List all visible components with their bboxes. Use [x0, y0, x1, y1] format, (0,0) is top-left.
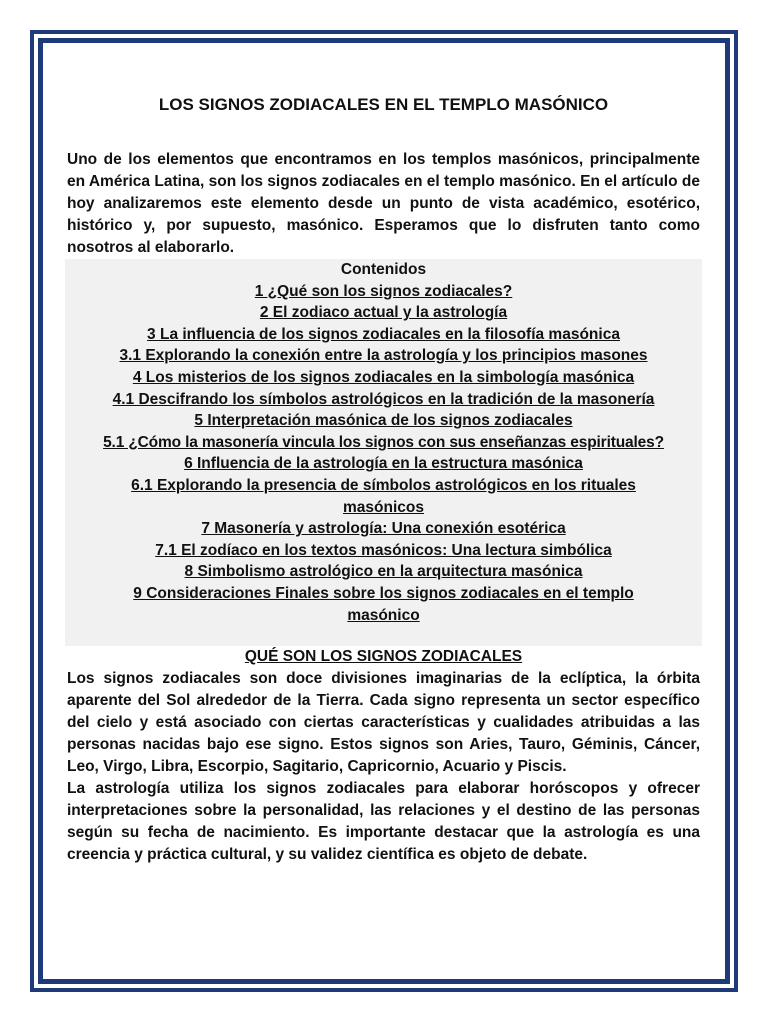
- toc-link-5[interactable]: 5 Interpretación masónica de los signos zodiacales: [194, 412, 573, 430]
- toc-spacer: [67, 626, 700, 646]
- toc-link-7-1[interactable]: 7.1 El zodíaco en los textos masónicos: Una lectura simbólica: [155, 541, 612, 559]
- toc-link-6[interactable]: 6 Influencia de la astrología en la estructura masónica: [184, 455, 583, 473]
- toc-link-4[interactable]: 4 Los misterios de los signos zodiacales en la simbología masónica: [132, 368, 635, 386]
- toc-link-9[interactable]: 9 Consideraciones Finales sobre los signos zodiacales en el templo masónico: [133, 584, 634, 624]
- toc-link-5-1[interactable]: 5.1 ¿Cómo la masonería vincula los signos con sus enseñanzas espirituales?: [103, 433, 664, 451]
- toc-link-1[interactable]: 1 ¿Qué son los signos zodiacales?: [254, 282, 513, 300]
- toc-link-4-1[interactable]: 4.1 Descifrando los símbolos astrológicos en la tradición de la masonería: [112, 390, 655, 408]
- toc-link-2[interactable]: 2 El zodiaco actual y la astrología: [259, 304, 508, 322]
- section-paragraph-2: La astrología utiliza los signos zodiacales para elaborar horóscopos y ofrecer interpretaciones sobre la personalidad, las relaciones y el destino de las personas según su fecha de nacimiento. Es importante destacar que la astrología es una creencia y práctica cultural, y su validez científica es objeto de debate.: [67, 780, 700, 864]
- section-paragraph-1: Los signos zodiacales son doce divisiones imaginarias de la eclíptica, la órbita aparente del Sol alrededor de la Tierra. Cada signo representa un sector específico del cielo y está asociado con ciertas características y cualidades atribuidas a las personas nacidas bajo ese signo. Estos signos son Aries, Tauro, Géminis, Cáncer, Leo, Virgo, Libra, Escorpio, Sagitario, Capricornio, Acuario y Piscis.: [67, 670, 700, 776]
- toc-link-7[interactable]: 7 Masonería y astrología: Una conexión esotérica: [201, 520, 566, 538]
- document-title: LOS SIGNOS ZODIACALES EN EL TEMPLO MASÓNICO: [158, 95, 609, 114]
- toc-link-3[interactable]: 3 La influencia de los signos zodiacales en la filosofía masónica: [147, 325, 620, 343]
- intro-paragraph: Uno de los elementos que encontramos en los templos masónicos, principalmente en América Latina, son los signos zodiacales en el templo masónico. En el artículo de hoy analizaremos este elemento desde un punto de vista académico, esotérico, histórico y, por supuesto, masónico. Esperamos que lo disfruten tanto como nosotros al elaborarlo.: [67, 151, 700, 256]
- toc-link-8[interactable]: 8 Simbolismo astrológico en la arquitectura masónica: [184, 563, 583, 581]
- toc-link-6-1[interactable]: 6.1 Explorando la presencia de símbolos astrológicos en los rituales masónicos: [131, 476, 636, 516]
- toc-link-3-1[interactable]: 3.1 Explorando la conexión entre la astrología y los principios masones: [119, 347, 648, 365]
- section-heading: QUÉ SON LOS SIGNOS ZODIACALES: [67, 646, 700, 668]
- table-of-contents: [65, 259, 702, 646]
- toc-heading: Contenidos: [340, 261, 427, 278]
- document-content: [67, 92, 700, 866]
